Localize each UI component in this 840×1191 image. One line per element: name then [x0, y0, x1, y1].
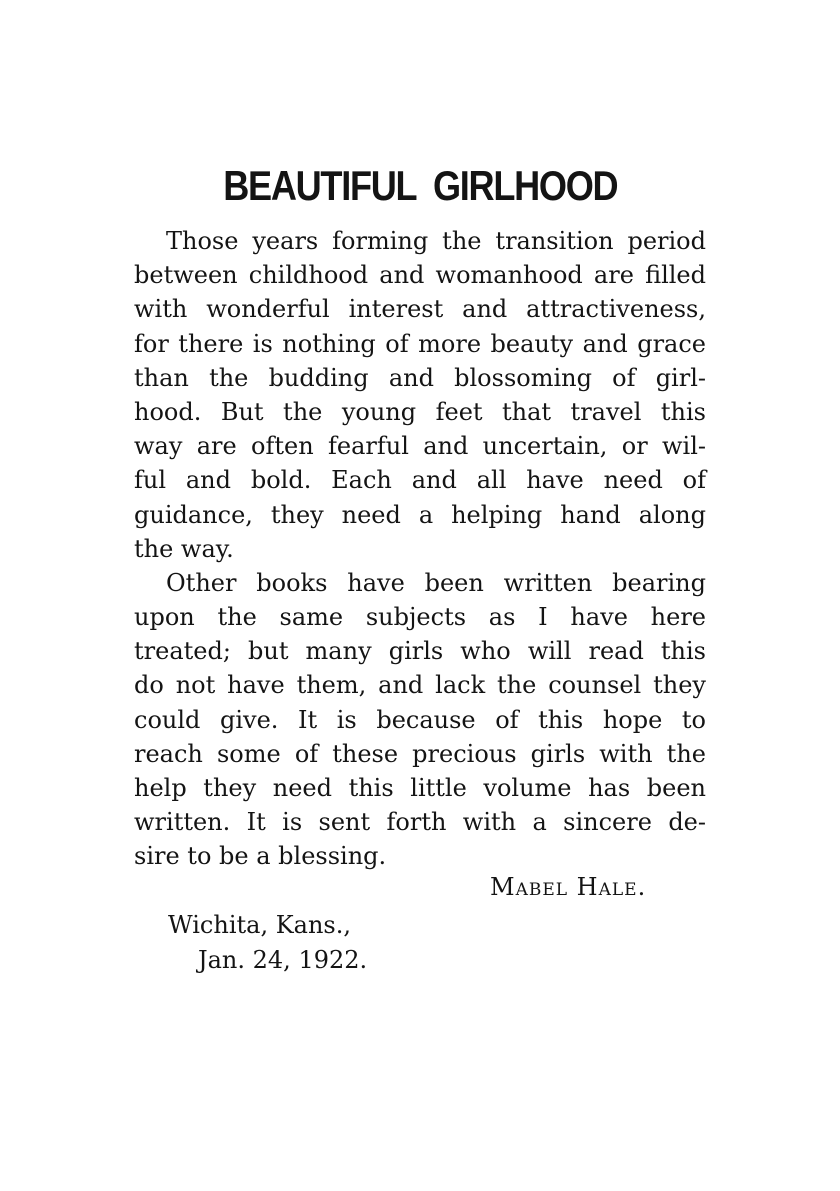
page-title: BEAUTIFUL GIRLHOOD	[223, 162, 618, 209]
text-line: than the budding and blossoming of girl-	[134, 363, 706, 392]
text-line: way are often fearful and uncertain, or wil-	[134, 432, 706, 461]
paragraph-2	[134, 566, 706, 874]
text-line: upon the same subjects as I have here	[134, 603, 706, 632]
place-line: Wichita, Kans.,	[168, 911, 351, 939]
text-line: guidance, they need a helping hand along	[134, 500, 706, 529]
author-signature: Mabel Hale.	[490, 873, 647, 901]
text-line: Those years forming the transition period	[166, 227, 706, 255]
text-line: help they need this little volume has been	[134, 774, 706, 802]
text-line: Other books have been written bearing	[166, 568, 706, 597]
text-line: reach some of these precious girls with the	[134, 739, 706, 768]
text-line: for there is nothing of more beauty and grace	[134, 329, 706, 358]
paragraph-1	[134, 224, 706, 566]
text-line: could give. It is because of this hope to	[134, 705, 706, 734]
text-line: with wonderful interest and attractiveness,	[134, 295, 706, 324]
text-line: sire to be a blessing.	[134, 842, 387, 871]
text-line: written. It is sent forth with a sincere de-	[134, 808, 706, 837]
date-line: Jan. 24, 1922.	[198, 946, 368, 974]
text-line: treated; but many girls who will read this	[134, 637, 706, 666]
text-line: do not have them, and lack the counsel they	[134, 671, 706, 700]
text-line: between childhood and womanhood are filled	[134, 261, 706, 290]
text-line: the way.	[134, 534, 234, 563]
preface-body	[134, 224, 706, 874]
text-line: hood. But the young feet that travel this	[134, 397, 706, 426]
text-line: ful and bold. Each and all have need of	[134, 466, 706, 495]
